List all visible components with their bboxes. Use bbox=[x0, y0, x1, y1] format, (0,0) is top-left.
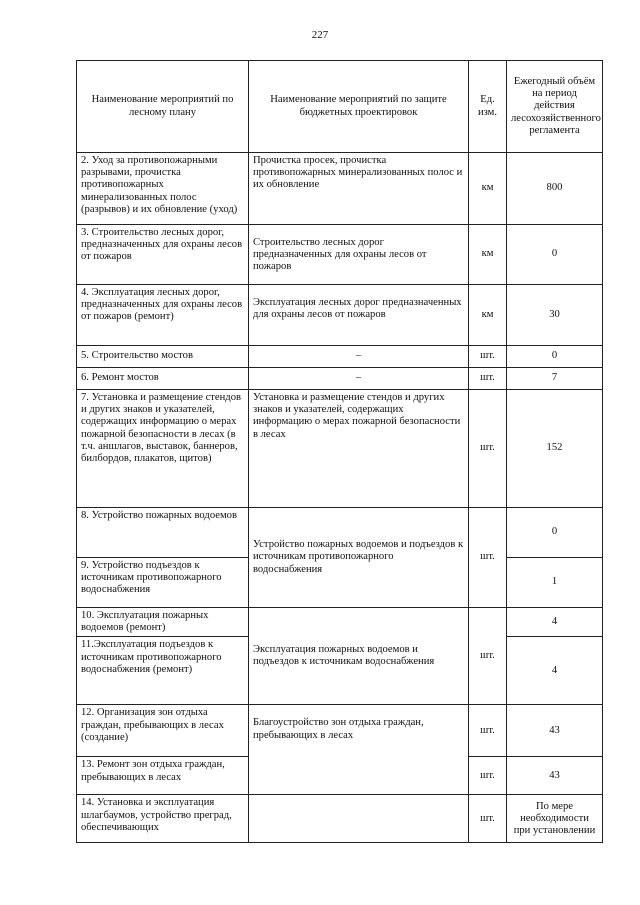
forest-plan-table bbox=[76, 60, 603, 843]
unit-cell: шт. bbox=[469, 390, 507, 508]
unit-cell: шт. bbox=[469, 346, 507, 368]
table-row bbox=[77, 795, 603, 843]
header-unit: Ед. изм. bbox=[469, 61, 507, 153]
unit-cell: шт. bbox=[469, 757, 507, 795]
unit-cell: шт. bbox=[469, 795, 507, 843]
table-row bbox=[77, 225, 603, 285]
plan-activity-cell: 13. Ремонт зон отдыха граждан, пребывающих в лесах bbox=[77, 757, 249, 795]
budget-activity-cell: Эксплуатация пожарных водоемов и подъездов к источникам водоснабжения bbox=[249, 608, 469, 705]
budget-activity-cell: Эксплуатация лесных дорог предназначенных для охраны лесов от пожаров bbox=[249, 285, 469, 346]
table-row bbox=[77, 608, 603, 637]
table-row bbox=[77, 285, 603, 346]
header-plan-activity: Наименование мероприятий по лесному плану bbox=[77, 61, 249, 153]
budget-activity-cell: – bbox=[249, 368, 469, 390]
unit-cell: шт. bbox=[469, 508, 507, 608]
volume-cell: 0 bbox=[507, 346, 603, 368]
volume-cell: 800 bbox=[507, 153, 603, 225]
plan-activity-cell: 7. Установка и размещение стендов и других знаков и указателей, содержащих информацию о мерах пожарной безопасности в лесах (в т.ч. аншлагов, выставок, баннеров, билбордов, плакатов, щитов) bbox=[77, 390, 249, 508]
table-row bbox=[77, 705, 603, 757]
budget-activity-cell: Строительство лесных дорог предназначенных для охраны лесов от пожаров bbox=[249, 225, 469, 285]
volume-cell: 1 bbox=[507, 558, 603, 608]
budget-activity-cell: Прочистка просек, прочистка противопожарных минерализованных полос и их обновление bbox=[249, 153, 469, 225]
volume-cell: 0 bbox=[507, 508, 603, 558]
unit-cell: км bbox=[469, 225, 507, 285]
header-annual-volume: Ежегодный объём на период действия лесохозяйственного регламента bbox=[507, 61, 603, 153]
table-header-row bbox=[77, 61, 603, 153]
unit-cell: шт. bbox=[469, 608, 507, 705]
budget-activity-cell: – bbox=[249, 346, 469, 368]
plan-activity-cell: 8. Устройство пожарных водоемов bbox=[77, 508, 249, 558]
header-budget-activity: Наименование мероприятий по защите бюджетных проектировок bbox=[249, 61, 469, 153]
plan-activity-cell: 9. Устройство подъездов к источникам противопожарного водоснабжения bbox=[77, 558, 249, 608]
budget-activity-cell: Устройство пожарных водоемов и подъездов к источникам противопожарного водоснабжения bbox=[249, 508, 469, 608]
volume-cell: 7 bbox=[507, 368, 603, 390]
volume-cell: 43 bbox=[507, 757, 603, 795]
plan-activity-cell: 5. Строительство мостов bbox=[77, 346, 249, 368]
budget-activity-cell: Благоустройство зон отдыха граждан, пребывающих в лесах bbox=[249, 705, 469, 795]
unit-cell: км bbox=[469, 285, 507, 346]
volume-cell: По мере необходимости при установлении bbox=[507, 795, 603, 843]
page-number: 227 bbox=[311, 29, 329, 41]
volume-cell: 30 bbox=[507, 285, 603, 346]
unit-cell: км bbox=[469, 153, 507, 225]
table-row bbox=[77, 346, 603, 368]
plan-activity-cell: 11.Эксплуатация подъездов к источникам противопожарного водоснабжения (ремонт) bbox=[77, 637, 249, 705]
plan-activity-cell: 4. Эксплуатация лесных дорог, предназначенных для охраны лесов от пожаров (ремонт) bbox=[77, 285, 249, 346]
plan-activity-cell: 12. Организация зон отдыха граждан, пребывающих в лесах (создание) bbox=[77, 705, 249, 757]
table-row bbox=[77, 390, 603, 508]
volume-cell: 4 bbox=[507, 608, 603, 637]
plan-activity-cell: 3. Строительство лесных дорог, предназначенных для охраны лесов от пожаров bbox=[77, 225, 249, 285]
unit-cell: шт. bbox=[469, 705, 507, 757]
plan-activity-cell: 2. Уход за противопожарными разрывами, прочистка противопожарных минерализованных полос (разрывов) и их обновление (уход) bbox=[77, 153, 249, 225]
volume-cell: 152 bbox=[507, 390, 603, 508]
volume-cell: 0 bbox=[507, 225, 603, 285]
table-row bbox=[77, 153, 603, 225]
table-row bbox=[77, 368, 603, 390]
volume-cell: 4 bbox=[507, 637, 603, 705]
plan-activity-cell: 14. Установка и эксплуатация шлагбаумов, устройство преград, обеспечивающих bbox=[77, 795, 249, 843]
table-row bbox=[77, 508, 603, 558]
budget-activity-cell bbox=[249, 795, 469, 843]
budget-activity-cell: Установка и размещение стендов и других знаков и указателей, содержащих информацию о мерах пожарной безопасности в лесах bbox=[249, 390, 469, 508]
plan-activity-cell: 6. Ремонт мостов bbox=[77, 368, 249, 390]
volume-cell: 43 bbox=[507, 705, 603, 757]
unit-cell: шт. bbox=[469, 368, 507, 390]
plan-activity-cell: 10. Эксплуатация пожарных водоемов (ремонт) bbox=[77, 608, 249, 637]
